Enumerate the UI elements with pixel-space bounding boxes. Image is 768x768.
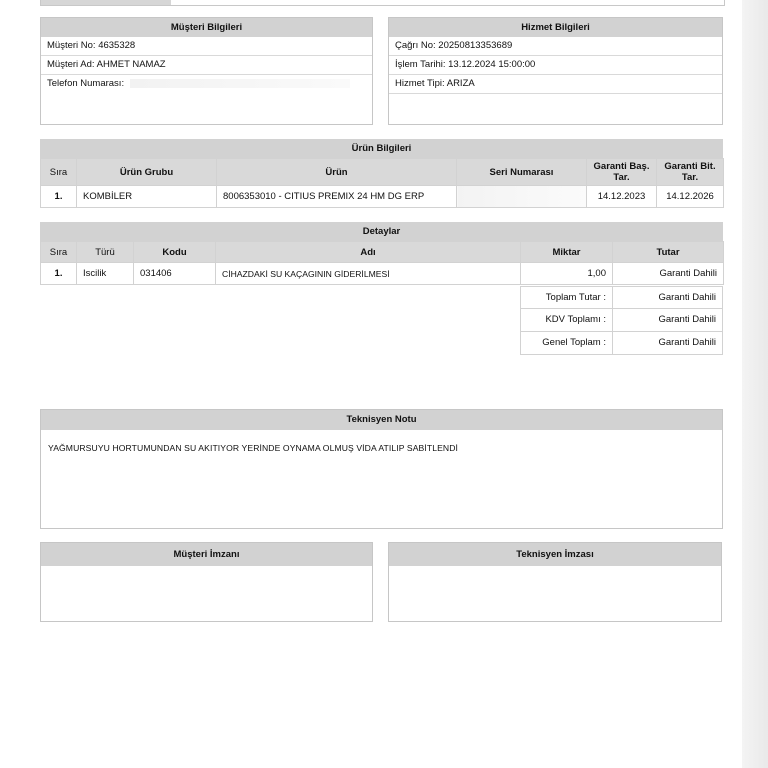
service-type: Hizmet Tipi: ARIZA [389,75,722,94]
customer-phone-label: Telefon Numarası: [47,78,125,89]
top-header-strip [40,0,725,6]
details-panel [40,222,723,286]
col-header-index: Sıra [41,159,77,186]
row-product: 8006353010 - CITIUS PREMIX 24 HM DG ERP [217,186,457,208]
product-table [40,158,724,208]
customer-number: Müşteri No: 4635328 [41,37,372,56]
col-header-group: Ürün Grubu [77,159,217,186]
technician-note-panel [40,409,723,529]
technician-signature-title: Teknisyen İmzası [389,543,721,566]
service-date: İşlem Tarihi: 13.12.2024 15:00:00 [389,56,722,75]
customer-signature-panel [40,542,373,622]
row-code: 031406 [134,263,216,285]
service-call-number: Çağrı No: 20250813353689 [389,37,722,56]
grand-total-value: Garanti Dahili [658,337,716,348]
customer-signature-title: Müşteri İmzanı [41,543,372,566]
row-quantity: 1,00 [521,263,613,285]
col-header-product: Ürün [217,159,457,186]
row-product-group: KOMBİLER [77,186,217,208]
service-info-title: Hizmet Bilgileri [389,18,722,37]
table-row [41,263,724,285]
customer-info-panel [40,17,373,125]
vat-total-row [520,309,723,332]
technician-signature-panel [388,542,722,622]
row-warranty-end: 14.12.2026 [657,186,724,208]
page-edge-shadow [742,0,768,768]
vat-total-label: KDV Toplamı : [521,309,613,331]
customer-name: Müşteri Ad: AHMET NAMAZ [41,56,372,75]
col-header-code: Kodu [134,242,216,263]
col-header-index: Sıra [41,242,77,263]
col-header-warranty-end: Garanti Bit. Tar. [657,159,724,186]
details-table [40,241,724,285]
row-serial-redacted [457,186,587,208]
service-blank-row [389,94,722,112]
grand-total-row [520,332,723,355]
service-info-panel [388,17,723,125]
total-amount-label: Toplam Tutar : [521,287,613,308]
totals-block [520,286,723,355]
product-info-title: Ürün Bilgileri [40,139,723,158]
row-type: Iscilik [77,263,134,285]
vat-total-value: Garanti Dahili [658,314,716,325]
total-amount-value: Garanti Dahili [658,292,716,303]
redacted-phone [130,79,350,88]
col-header-warranty-start: Garanti Baş. Tar. [587,159,657,186]
technician-note-text: YAĞMURSUYU HORTUMUNDAN SU AKITIYOR YERİNDE OYNAMA OLMUŞ VİDA ATILIP SABİTLENDİ [48,443,459,453]
row-index: 1. [41,186,77,208]
col-header-name: Adı [216,242,521,263]
product-info-panel [40,139,723,209]
details-title: Detaylar [40,222,723,241]
customer-phone [41,75,372,93]
row-index: 1. [41,263,77,285]
col-header-type: Türü [77,242,134,263]
row-amount: Garanti Dahili [613,263,724,285]
row-warranty-start: 14.12.2023 [587,186,657,208]
row-name: CİHAZDAKİ SU KAÇAGININ GİDERİLMESİ [216,263,521,285]
customer-info-title: Müşteri Bilgileri [41,18,372,37]
col-header-quantity: Miktar [521,242,613,263]
grand-total-label: Genel Toplam : [521,332,613,354]
col-header-serial: Seri Numarası [457,159,587,186]
table-row [41,186,724,208]
total-amount-row [520,286,723,309]
col-header-amount: Tutar [613,242,724,263]
technician-note-title: Teknisyen Notu [41,410,722,430]
